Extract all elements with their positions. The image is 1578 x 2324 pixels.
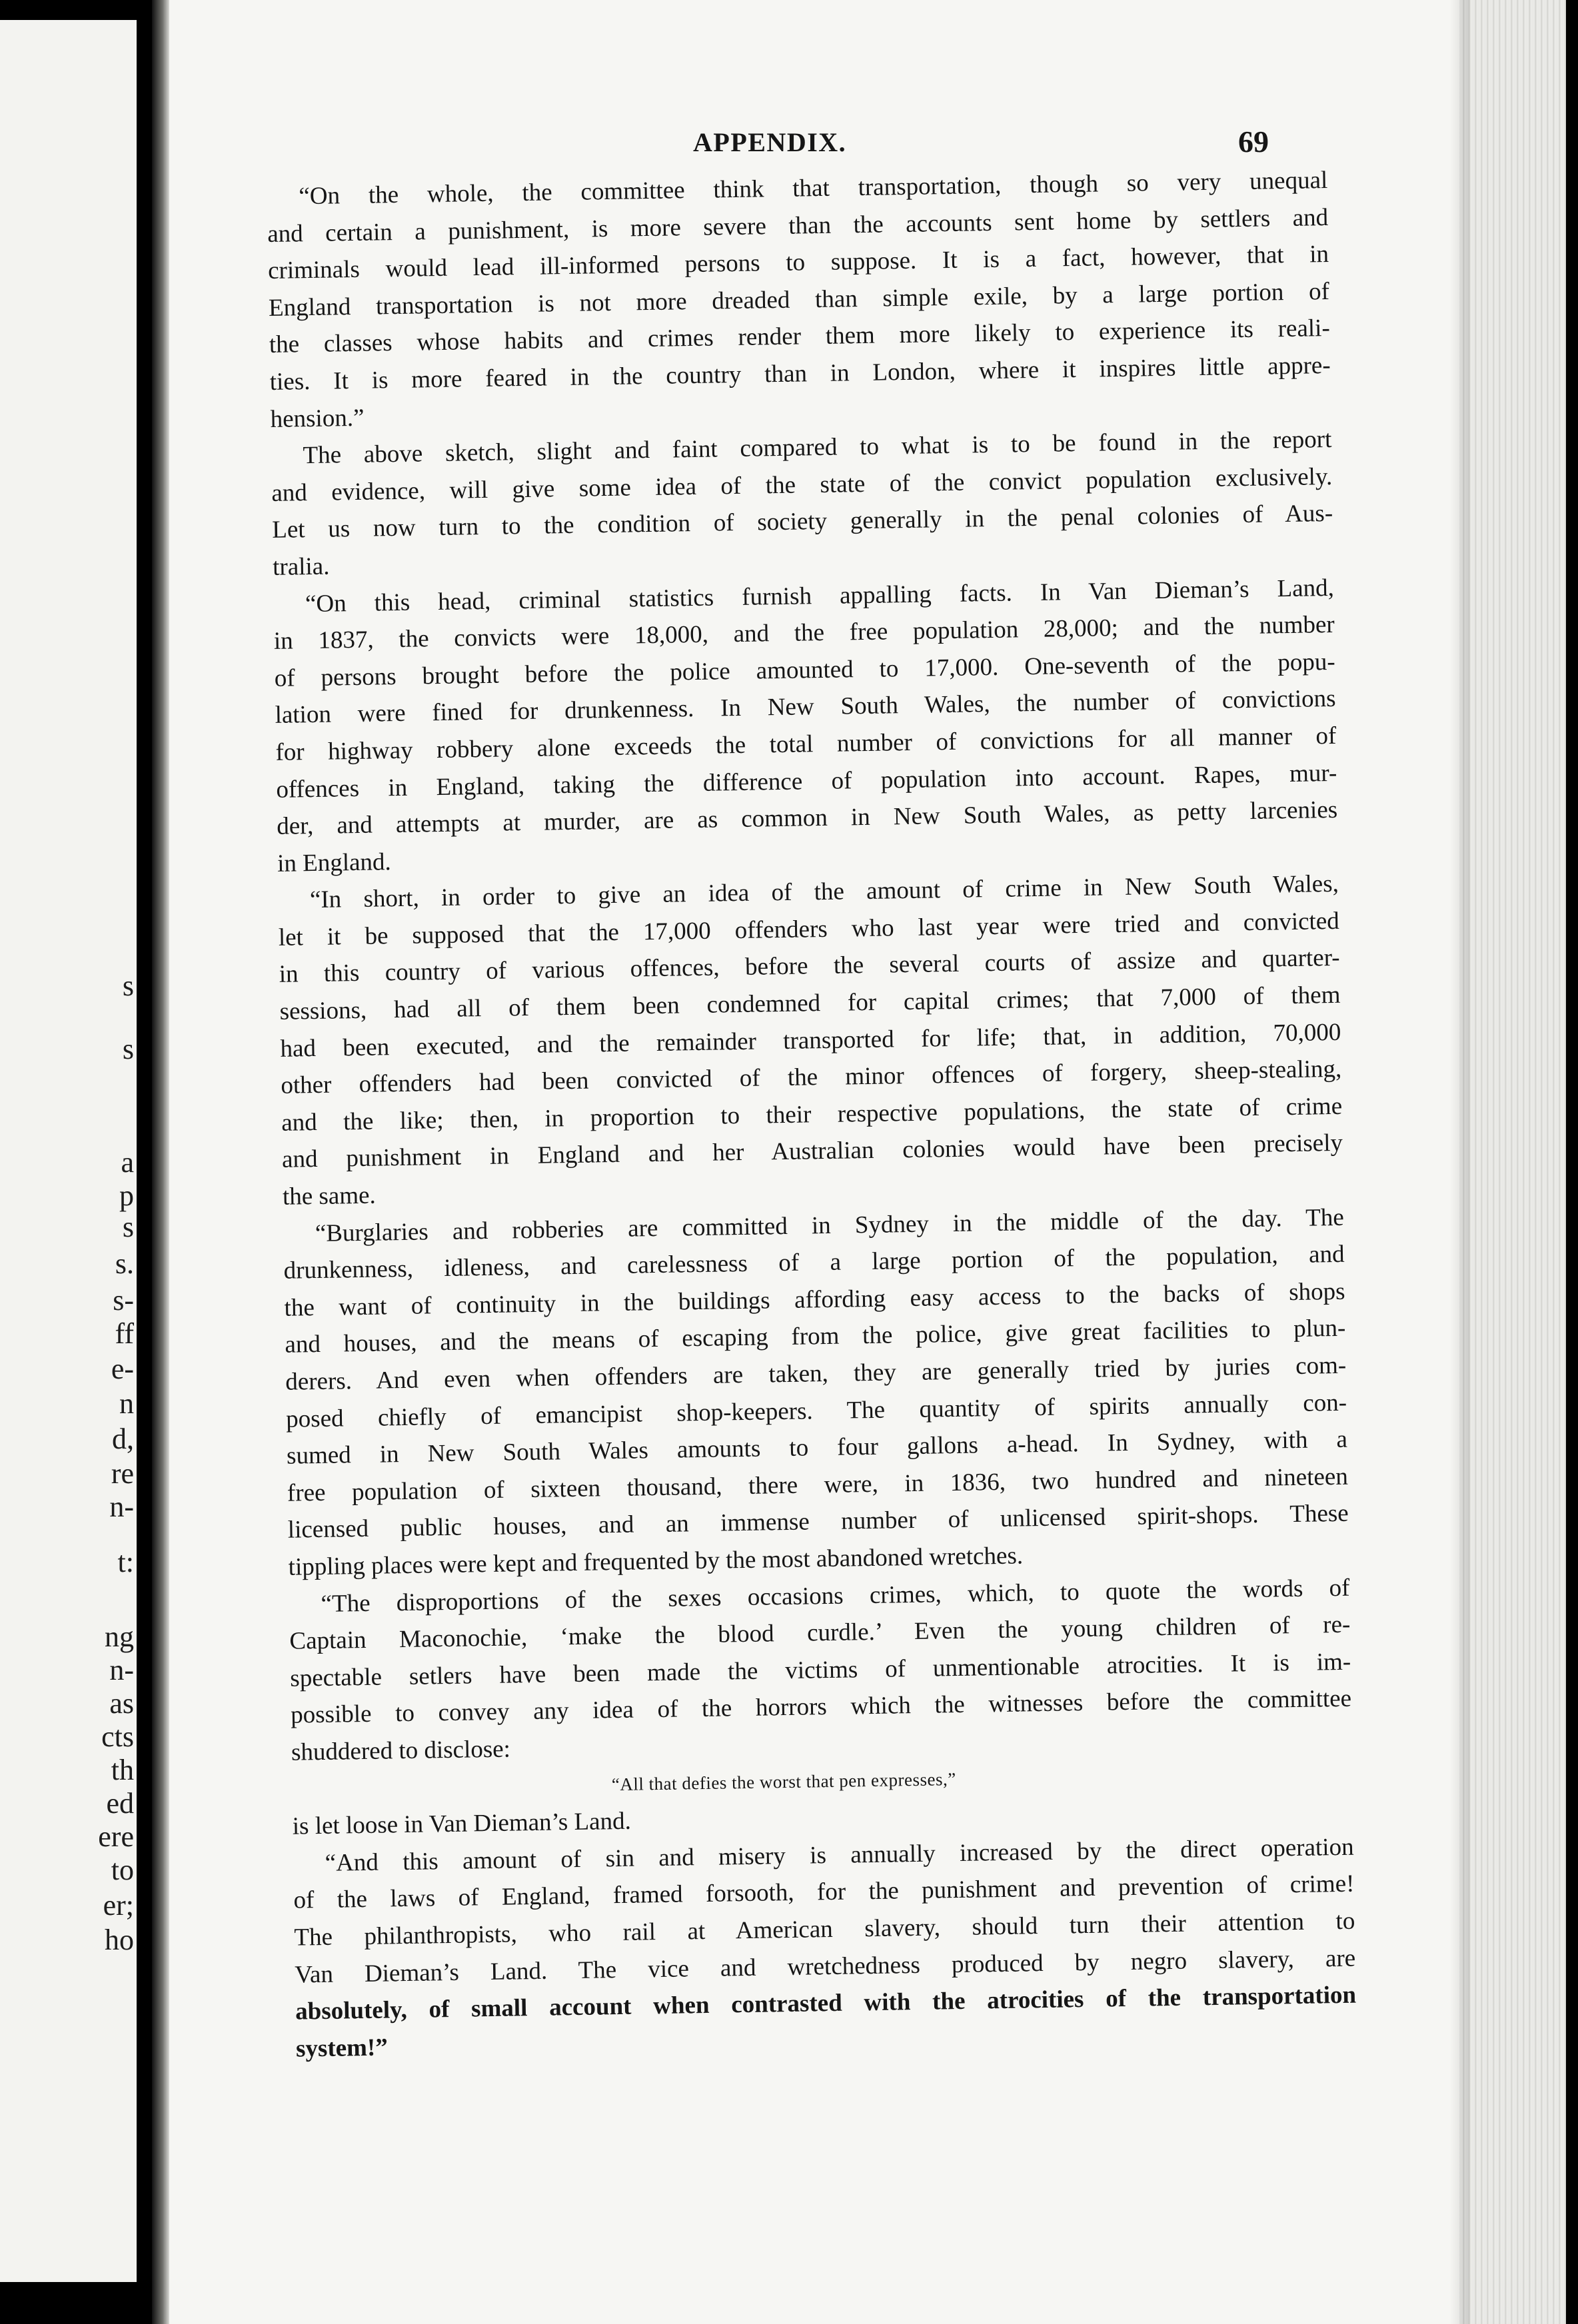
text-line: The philanthropists, who rail at American slavery, should turn their attention to <box>294 1907 1355 1952</box>
body-text <box>267 162 1357 2067</box>
text-line: absolutely, of small account when contrasted with the atrocities of the transportation <box>295 1981 1357 2026</box>
facing-page-edge <box>0 20 137 2282</box>
text-line: ties. It is more feared in the country than in London, where it inspires little appre- <box>269 351 1331 396</box>
text-line: Let us now turn to the condition of society generally in the penal colonies of Aus- <box>271 500 1333 544</box>
text-line: tralia. <box>272 552 330 581</box>
text-line: other offenders had been convicted of the minor offences of forgery, sheep-stealing, <box>281 1055 1342 1100</box>
margin-fragment: ng <box>105 1620 134 1653</box>
text-line: for highway robbery alone exceeds the total number of convictions for all manner of <box>275 722 1337 766</box>
text-line: “On this head, criminal statistics furnish appalling facts. In Van Dieman’s Land, <box>305 574 1335 618</box>
text-line: sessions, had all of them been condemned for capital crimes; that 7,000 of them <box>279 981 1341 1025</box>
margin-fragment: s- <box>113 1284 134 1317</box>
margin-fragment: re <box>111 1457 134 1490</box>
text-line: drunkenness, idleness, and carelessness of a large portion of the population, and <box>283 1241 1345 1285</box>
margin-fragment: ff <box>115 1317 134 1350</box>
text-line: hension.” <box>270 404 365 433</box>
margin-fragment: p <box>119 1179 134 1212</box>
text-line: shuddered to disclose: <box>291 1735 511 1766</box>
text-line: posed chiefly of emancipist shop-keepers. The quantity of spirits annually con- <box>285 1389 1347 1433</box>
text-line: the want of continuity in the buildings affording easy access to the backs of shops <box>284 1277 1345 1322</box>
text-line: the classes whose habits and crimes render them more likely to experience its reali- <box>269 314 1331 359</box>
page-gutter <box>152 0 169 2324</box>
text-line: and certain a punishment, is more severe than the accounts sent home by settlers and <box>267 203 1329 248</box>
margin-fragment: n <box>119 1387 134 1420</box>
text-line: derers. And even when offenders are taken, they are generally tried by juries com- <box>285 1351 1347 1396</box>
text-line: tippling places were kept and frequented by the most abandoned wretches. <box>288 1542 1024 1581</box>
text-line: in 1837, the convicts were 18,000, and the free population 28,000; and the number <box>273 611 1335 656</box>
text-line: the same. <box>282 1181 377 1211</box>
text-line: in this country of various offences, before the several courts of assize and quarter- <box>279 944 1340 989</box>
text-line: free population of sixteen thousand, there were, in 1836, two hundred and nineteen <box>287 1462 1349 1507</box>
text-line: let it be supposed that the 17,000 offenders who last year were tried and convicted <box>278 907 1340 951</box>
margin-fragment: s <box>122 1211 134 1243</box>
margin-fragment: s. <box>115 1247 134 1280</box>
text-line: criminals would lead ill-informed persons to suppose. It is a fact, however, that in <box>267 241 1329 285</box>
text-line: and the like; then, in proportion to their respective populations, the state of crime <box>281 1092 1343 1137</box>
page-edge-shadow <box>1449 0 1469 2324</box>
text-line: “The disproportions of the sexes occasions crimes, which, to quote the words of <box>321 1574 1350 1618</box>
margin-fragment: a <box>121 1146 134 1179</box>
running-head: APPENDIX. <box>693 127 847 157</box>
text-line: system!” <box>295 2034 389 2063</box>
text-line: “And this amount of sin and misery is annually increased by the direct operation <box>325 1833 1354 1877</box>
margin-fragment: t: <box>117 1546 134 1578</box>
margin-fragment: s <box>122 969 134 1002</box>
text-line: Van Dieman’s Land. The vice and wretchedness produced by negro slavery, are <box>295 1944 1356 1989</box>
margin-fragment: cts <box>101 1720 134 1753</box>
text-line: der, and attempts at murder, are as common in New South Wales, as petty larcenies <box>276 796 1338 840</box>
text-line: spectable setlers have been made the victims of unmentionable atrocities. It is im- <box>290 1648 1351 1692</box>
margin-fragment: ed <box>106 1787 134 1820</box>
text-line: sumed in New South Wales amounts to four gallons a-head. In Sydney, with a <box>286 1425 1348 1470</box>
text-line: “Burglaries and robberies are committed in Sydney in the middle of the day. The <box>315 1203 1345 1247</box>
margin-fragment: ere <box>98 1820 134 1853</box>
text-line: “On the whole, the committee think that transportation, though so very unequal <box>299 166 1328 211</box>
text-line: of the laws of England, framed forsooth, for the punishment and prevention of crime! <box>293 1870 1355 1914</box>
text-line: and houses, and the means of escaping from the police, give great facilities to plun- <box>285 1315 1346 1359</box>
text-line: offences in England, taking the difference of population into account. Rapes, mur- <box>276 759 1337 804</box>
margin-fragment: e- <box>111 1353 134 1385</box>
text-line: is let loose in Van Dieman’s Land. <box>292 1807 632 1840</box>
text-line: Captain Maconochie, ‘make the blood curdle.’ Even the young children of re- <box>289 1610 1351 1655</box>
quoted-verse: “All that defies the worst that pen expresses,” <box>611 1768 956 1794</box>
page-number: 69 <box>1238 125 1269 159</box>
page-edges <box>1459 0 1566 2324</box>
text-line: lation were fined for drunkenness. In New South Wales, the number of convictions <box>275 685 1336 730</box>
text-line: England transportation is not more dreaded than simple exile, by a large portion of <box>268 277 1330 322</box>
margin-fragment: n- <box>109 1490 134 1523</box>
text-line: of persons brought before the police amounted to 17,000. One-seventh of the popu- <box>274 648 1335 692</box>
text-line: in England. <box>277 848 392 877</box>
margin-fragment: to <box>111 1854 134 1886</box>
margin-fragment: th <box>111 1754 134 1786</box>
margin-fragment: ho <box>105 1924 134 1956</box>
text-line: and punishment in England and her Australian colonies would have been precisely <box>281 1129 1343 1174</box>
text-line: The above sketch, slight and faint compared to what is to be found in the report <box>303 426 1332 470</box>
text-line: had been executed, and the remainder transported for life; that, in addition, 70,000 <box>280 1018 1341 1063</box>
margin-fragment: s <box>122 1033 134 1065</box>
text-line: and evidence, will give some idea of the state of the convict population exclusively. <box>271 462 1333 507</box>
margin-fragment: er; <box>103 1889 134 1922</box>
text-line: “In short, in order to give an idea of the amount of crime in New South Wales, <box>309 870 1339 914</box>
margin-fragment: as <box>109 1687 134 1720</box>
margin-fragment: d, <box>112 1423 134 1455</box>
text-line: possible to convey any idea of the horrors which the witnesses before the committee <box>290 1685 1352 1730</box>
margin-fragment: n- <box>109 1654 134 1686</box>
text-line: licensed public houses, and an immense number of unlicensed spirit-shops. These <box>287 1500 1349 1544</box>
